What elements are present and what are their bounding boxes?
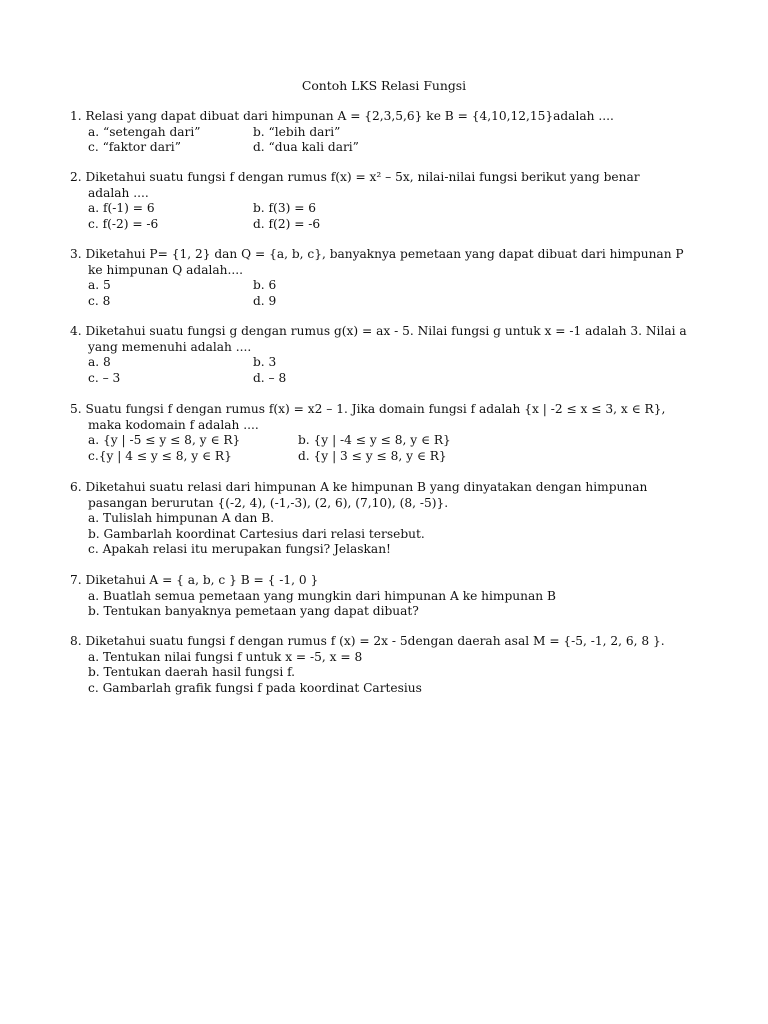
option-c: c. f(-2) = -6 <box>88 216 159 231</box>
question-stem-line: 8. Diketahui suatu fungsi f dengan rumus f (x) = 2x - 5dengan daerah asal M = {-5, -1, 2, 6, 8 }. <box>70 634 665 648</box>
option-b: b. {y | -4 ≤ y ≤ 8, y ∈ R} <box>298 433 451 447</box>
question-stem-line: 3. Diketahui P= {1, 2} dan Q = {a, b, c}, banyaknya pemetaan yang dapat dibuat dari himpunan P <box>70 247 684 261</box>
sub-item-c: c. Apakah relasi itu merupakan fungsi? Jelaskan! <box>88 542 391 556</box>
options-row <box>70 125 710 141</box>
option-a: a. 8 <box>88 355 111 369</box>
options-row <box>70 217 710 233</box>
sub-item-a: a. Tentukan nilai fungsi f untuk x = -5, x = 8 <box>88 649 363 664</box>
question-number: 6. <box>70 480 82 494</box>
options-row <box>70 140 710 156</box>
options-row <box>70 449 710 465</box>
options-row <box>70 278 710 294</box>
options-row <box>70 371 710 387</box>
question-stem-line: 2. Diketahui suatu fungsi f dengan rumus f(x) = x² – 5x, nilai-nilai fungsi berikut yang benar <box>70 170 640 184</box>
page-title: Contoh LKS Relasi Fungsi <box>301 78 467 93</box>
option-d: d. f(2) = -6 <box>253 216 321 231</box>
sub-item-a: a. Tulislah himpunan A dan B. <box>88 511 275 525</box>
question-stem-line: 4. Diketahui suatu fungsi g dengan rumus g(x) = ax - 5. Nilai fungsi g untuk x = -1 adalah 3. Nilai a <box>70 324 687 338</box>
option-a: a. 5 <box>88 278 111 292</box>
option-c: c.{y | 4 ≤ y ≤ 8, y ∈ R} <box>88 448 232 463</box>
option-d: d. {y | 3 ≤ y ≤ 8, y ∈ R} <box>298 448 447 463</box>
question-stem-line: maka kodomain f adalah .... <box>88 417 259 432</box>
option-b: b. f(3) = 6 <box>253 201 317 215</box>
option-b: b. “lebih dari” <box>253 124 341 139</box>
option-d: d. 9 <box>253 293 277 308</box>
option-c: c. 8 <box>88 293 111 308</box>
question-5 <box>70 402 710 464</box>
question-stem-line: ke himpunan Q adalah.... <box>88 262 243 277</box>
question-number: 1. <box>70 109 82 123</box>
option-a: a. f(-1) = 6 <box>88 201 155 215</box>
question-7 <box>70 573 710 620</box>
options-row <box>70 294 710 310</box>
sub-item-b: b. Tentukan banyaknya pemetaan yang dapat dibuat? <box>88 604 419 618</box>
sub-item-b: b. Gambarlah koordinat Cartesius dari relasi tersebut. <box>88 526 425 541</box>
question-number: 8. <box>70 634 82 648</box>
option-c: c. – 3 <box>88 370 121 385</box>
option-a: a. “setengah dari” <box>88 124 201 139</box>
question-stem-line: 6. Diketahui suatu relasi dari himpunan A ke himpunan B yang dinyatakan dengan himpunan <box>70 480 648 494</box>
options-row <box>70 201 710 217</box>
question-number: 3. <box>70 247 82 261</box>
question-4 <box>70 324 710 386</box>
option-d: d. – 8 <box>253 370 287 385</box>
option-a: a. {y | -5 ≤ y ≤ 8, y ∈ R} <box>88 433 241 447</box>
question-stem-line: adalah .... <box>88 185 149 200</box>
question-stem-line: 1. Relasi yang dapat dibuat dari himpunan A = {2,3,5,6} ke B = {4,10,12,15}adalah .... <box>70 109 614 123</box>
question-stem-line: yang memenuhi adalah .... <box>88 339 252 354</box>
question-number: 4. <box>70 324 82 338</box>
options-row <box>70 355 710 371</box>
option-b: b. 3 <box>253 355 277 369</box>
sub-item-a: a. Buatlah semua pemetaan yang mungkin dari himpunan A ke himpunan B <box>88 588 556 603</box>
question-number: 2. <box>70 170 82 184</box>
question-number: 5. <box>70 402 82 416</box>
options-row <box>70 433 710 449</box>
question-stem-line: 5. Suatu fungsi f dengan rumus f(x) = x2 – 1. Jika domain fungsi f adalah {x | -2 ≤ x ≤ 3, x ∈ R}, <box>70 402 666 416</box>
option-c: c. “faktor dari” <box>88 140 181 154</box>
question-number: 7. <box>70 573 82 587</box>
question-2 <box>70 170 710 232</box>
question-1 <box>70 109 710 156</box>
question-6 <box>70 480 710 558</box>
question-stem-line: 7. Diketahui A = { a, b, c } B = { -1, 0 } <box>70 573 319 587</box>
question-8 <box>70 634 710 696</box>
question-3 <box>70 247 710 309</box>
question-stem-line: pasangan berurutan {(-2, 4), (-1,-3), (2, 6), (7,10), (8, -5)}. <box>88 495 449 510</box>
option-d: d. “dua kali dari” <box>253 140 359 154</box>
sub-item-b: b. Tentukan daerah hasil fungsi f. <box>88 665 296 679</box>
sub-item-c: c. Gambarlah grafik fungsi f pada koordinat Cartesius <box>88 680 422 695</box>
option-b: b. 6 <box>253 278 277 292</box>
